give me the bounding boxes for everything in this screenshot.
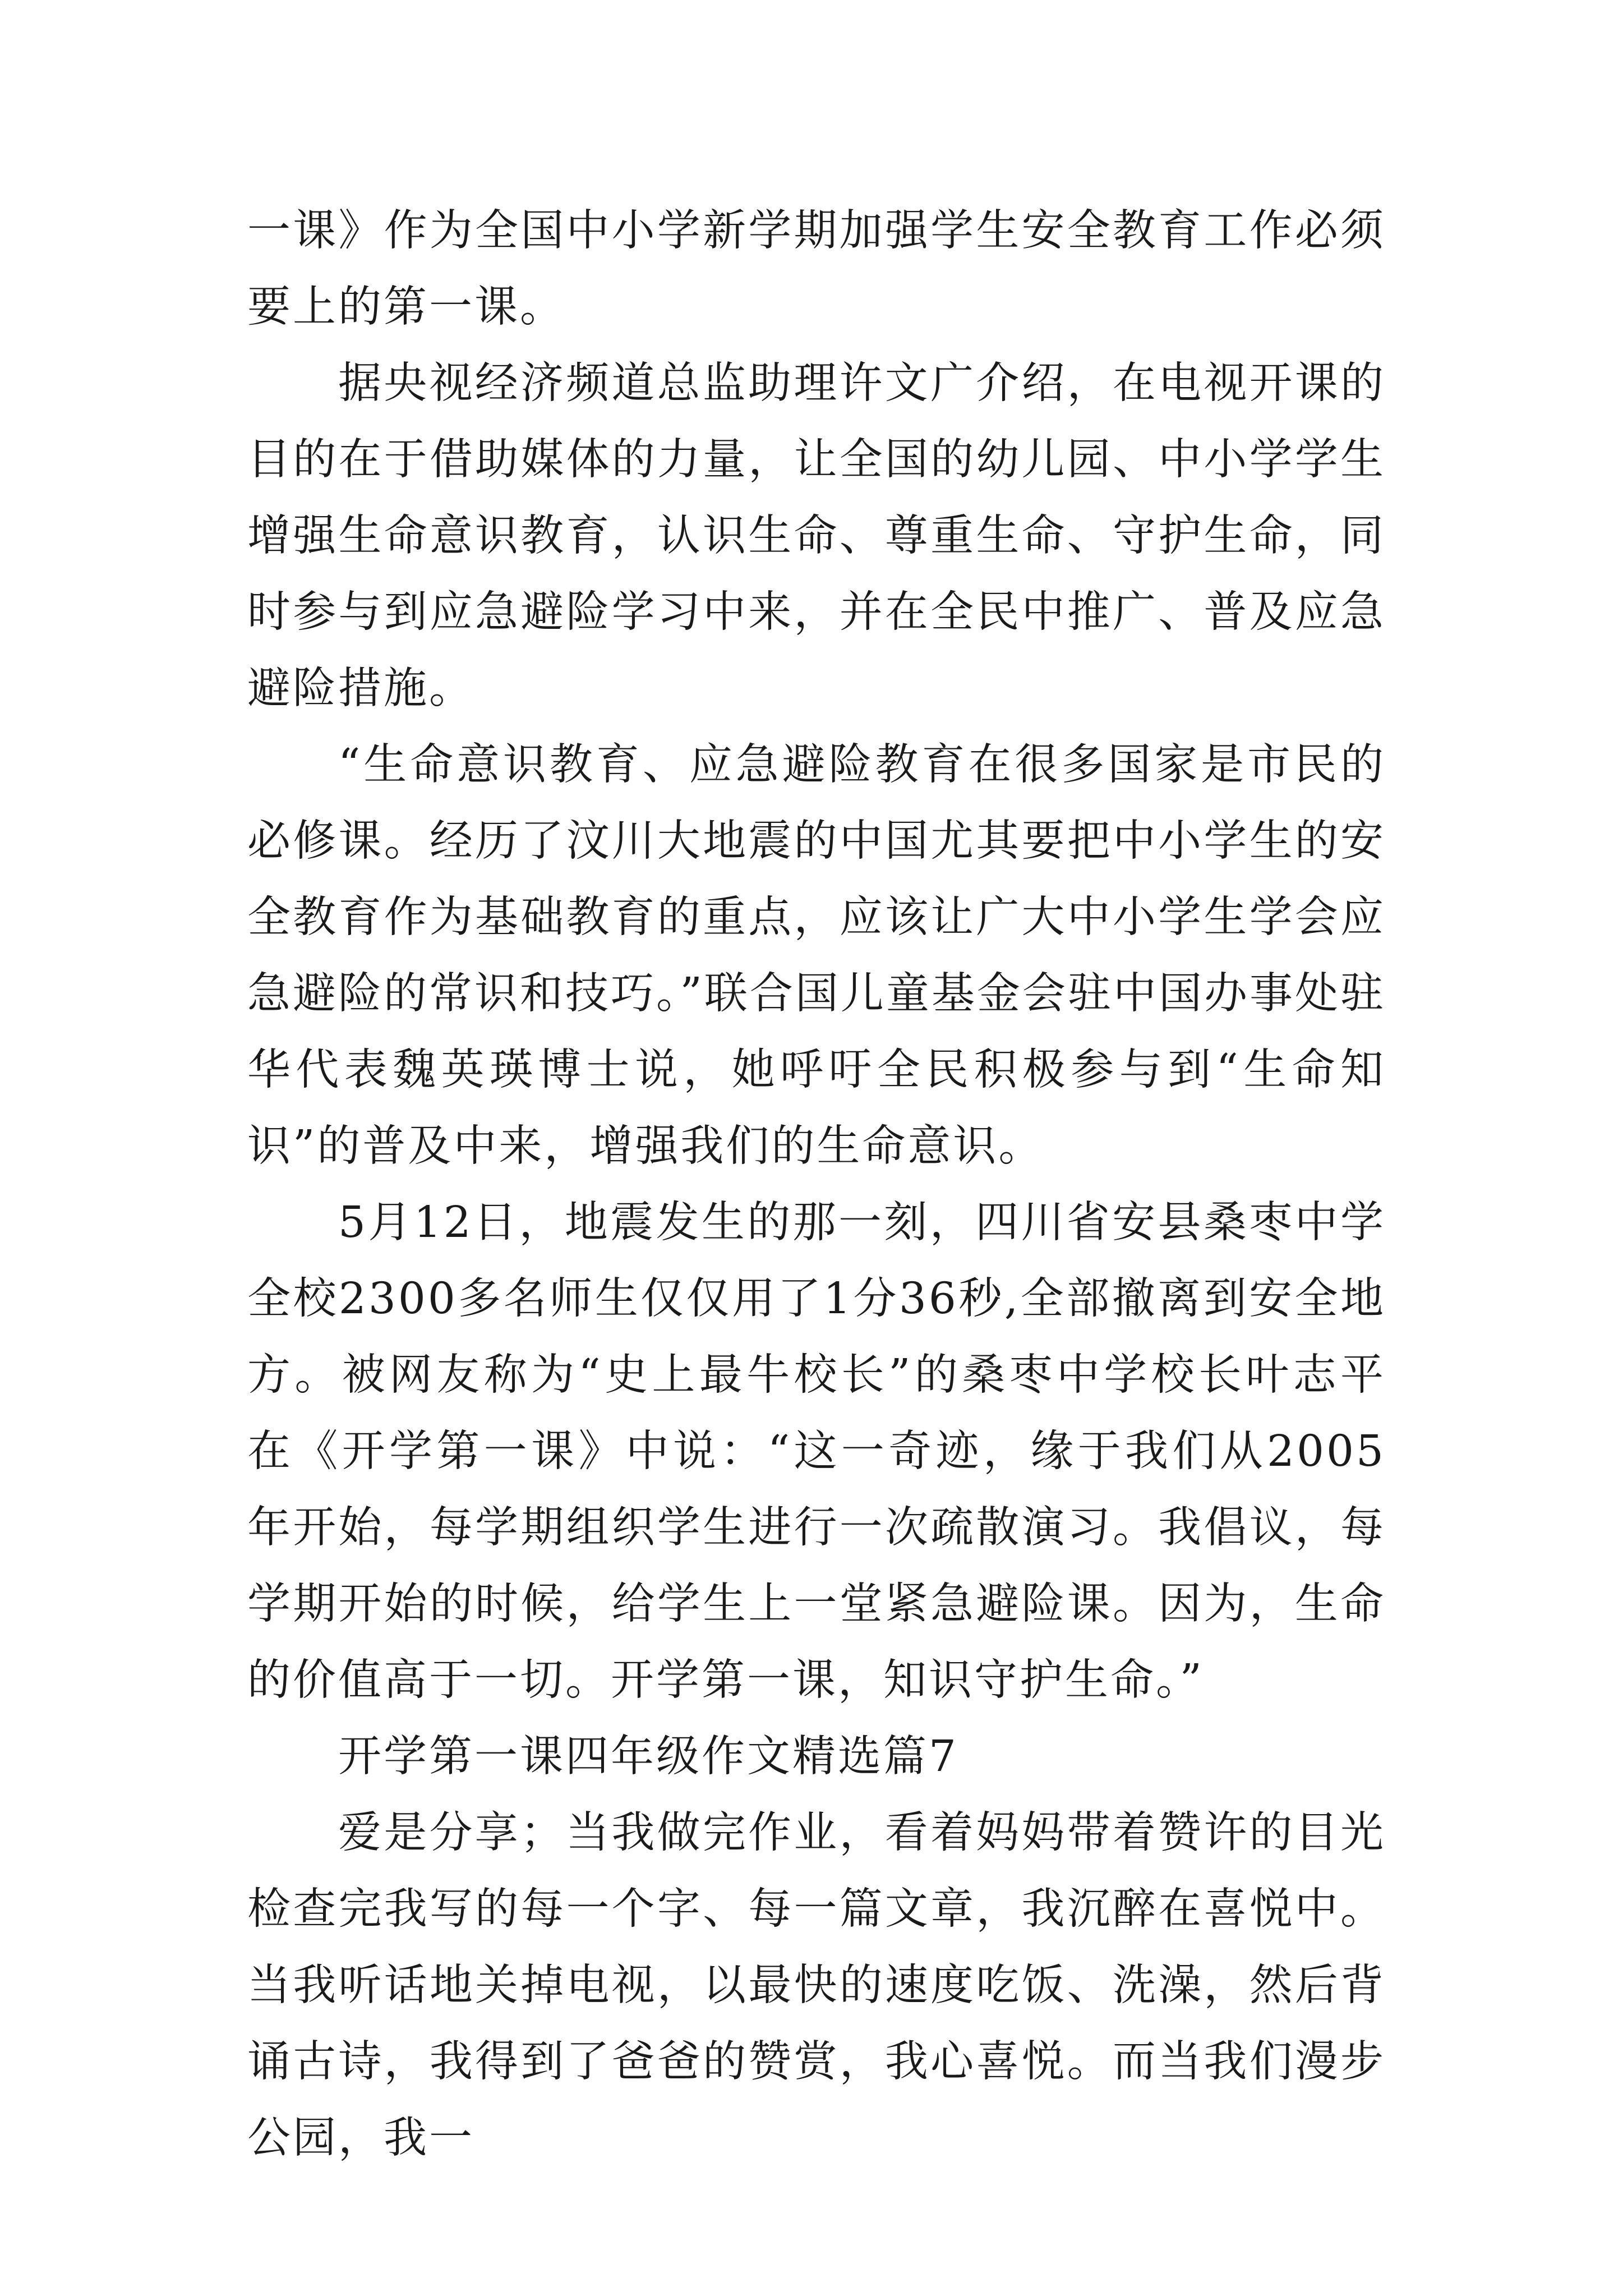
paragraph: 5月12日，地震发生的那一刻，四川省安县桑枣中学全校2300多名师生仅仅用了1分36秒,全部撤离到安全地方。被网友称为“史上最牛校长”的桑枣中学校长叶志平在《开学第一课》中说：“这一奇迹，缘于我们从2005年开始，每学期组织学生进行一次疏散演习。我倡议，每学期开始的时候，给学生上一堂紧急避险课。因为，生命的价值高于一切。开学第一课，知识守护生命。” bbox=[247, 1198, 1386, 1705]
paragraph: 爱是分享；当我做完作业，看着妈妈带着赞许的目光检查完我写的每一个字、每一篇文章，我沉醉在喜悦中。当我听话地关掉电视，以最快的速度吃饭、洗澡，然后背诵古诗，我得到了爸爸的赞赏，我心喜悦。而当我们漫步公园，我一 bbox=[247, 1808, 1386, 2163]
paragraph: 据央视经济频道总监助理许文广介绍，在电视开课的目的在于借助媒体的力量，让全国的幼儿园、中小学学生增强生命意识教育，认识生命、尊重生命、守护生命，同时参与到应急避险学习中来，并在全民中推广、普及应急避险措施。 bbox=[247, 358, 1386, 714]
document-body bbox=[247, 193, 1386, 2177]
paragraph-continuation: 一课》作为全国中小学新学期加强学生安全教育工作必须要上的第一课。 bbox=[247, 206, 1386, 332]
paragraph-quote: “生命意识教育、应急避险教育在很多国家是市民的必修课。经历了汶川大地震的中国尤其要把中小学生的安全教育作为基础教育的重点，应该让广大中小学生学会应急避险的常识和技巧。”联合国儿童基金会驻中国办事处驻华代表魏英瑛博士说，她呼吁全民积极参与到“生命知识”的普及中来，增强我们的生命意识。 bbox=[247, 740, 1386, 1171]
section-heading: 开学第一课四年级作文精选篇7 bbox=[338, 1732, 958, 1782]
